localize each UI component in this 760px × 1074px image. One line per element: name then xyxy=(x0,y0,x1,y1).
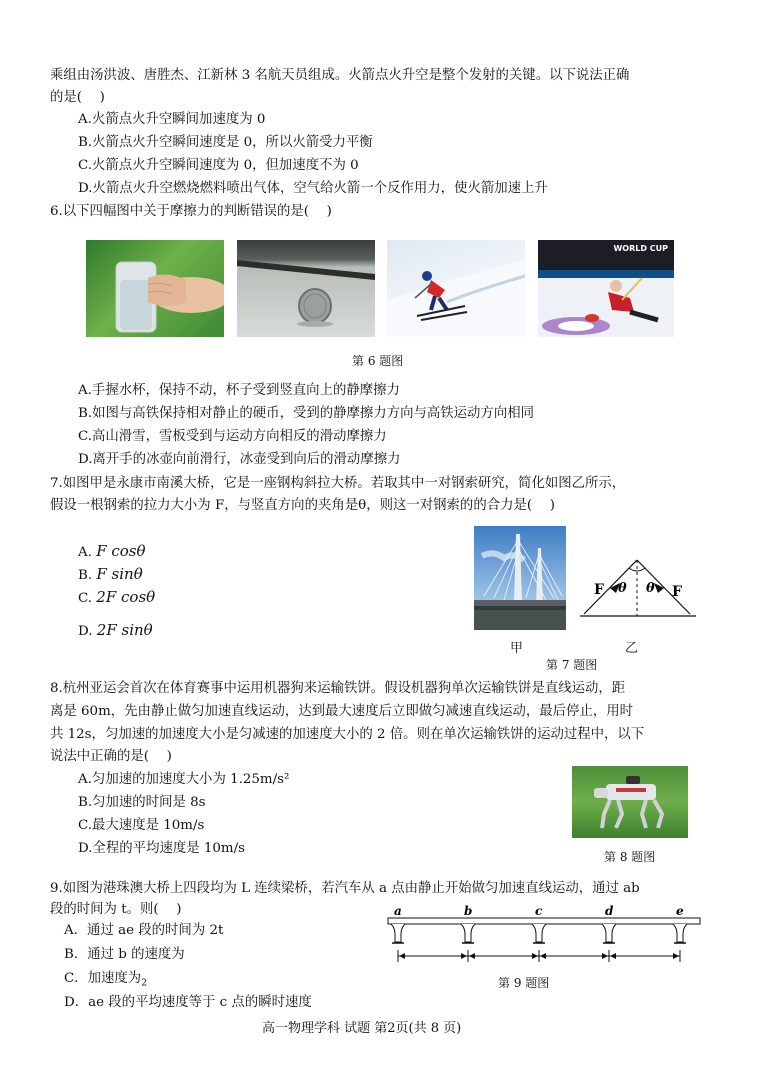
dimension-arrowhead-icon xyxy=(610,953,616,959)
q7-option-d xyxy=(78,620,153,642)
q7-option-b-label: B. xyxy=(78,568,93,583)
q6-option-b: B.如图与高铁保持相对静止的硬币，受到的静摩擦力方向与高铁运动方向相同 xyxy=(78,406,534,421)
force-label-left: F xyxy=(594,582,604,598)
dimension-arrowhead-icon xyxy=(540,953,546,959)
q7-option-c xyxy=(78,587,155,609)
point-label-d: d xyxy=(605,904,614,918)
dimension-arrowhead-icon xyxy=(673,953,679,959)
q9-option-d: D．ae 段的平均速度等于 c 点的瞬时速度 xyxy=(64,995,312,1010)
q7-option-c-expr: 2F cosθ xyxy=(96,588,156,606)
q6-option-a: A.手握水杯，保持不动，杯子受到竖直向上的静摩擦力 xyxy=(78,383,400,398)
q7-option-b xyxy=(78,564,143,586)
q9-stem-line-2: 段的时间为 t。则( ) xyxy=(50,902,182,917)
q8-figure-caption: 第 8 题图 xyxy=(604,850,656,864)
q7-stem-line-1: 7.如图甲是永康市南溪大桥，它是一座钢构斜拉大桥。若取其中一对钢索研究，简化如图乙所示， xyxy=(50,476,626,491)
bridge-pier xyxy=(602,924,616,942)
photo-nanxi-bridge xyxy=(474,526,566,630)
q7-option-b-expr: F sinθ xyxy=(96,565,143,583)
q5-option-c: C.火箭点火升空瞬间速度为 0，但加速度不为 0 xyxy=(78,158,359,173)
page-footer: 高一物理学科 试题 第2页(共 8 页) xyxy=(262,1021,462,1036)
bridge-pier xyxy=(391,924,405,942)
dimension-arrowhead-icon xyxy=(461,953,467,959)
dimension-arrowhead-icon xyxy=(399,953,405,959)
photo-hand-holding-cup xyxy=(86,240,224,337)
q7-stem-line-2: 假设一根钢索的拉力大小为 F，与竖直方向的夹角是θ，则这一对钢索的的合力是( ) xyxy=(50,498,555,513)
q7-figure-caption: 第 7 题图 xyxy=(546,658,598,672)
q9-option-c-sub: 2 xyxy=(141,978,147,989)
bridge-pier xyxy=(532,924,546,942)
point-label-e: e xyxy=(676,904,684,918)
angle-label-right: θ xyxy=(646,581,655,596)
q8-stem-line-1: 8.杭州亚运会首次在体育赛事中运用机器狗来运输铁饼。假设机器狗单次运输铁饼是直线运动，距 xyxy=(50,681,626,696)
q5-option-a: A.火箭点火升空瞬间加速度为 0 xyxy=(78,112,266,127)
q9-bridge-diagram xyxy=(384,904,706,968)
bridge-piers xyxy=(391,924,687,943)
q6-option-c: C.高山滑雪，雪板受到与运动方向相反的滑动摩擦力 xyxy=(78,429,387,444)
photo-coin-on-train xyxy=(237,240,375,337)
angle-label-left: θ xyxy=(618,581,627,596)
q9-option-a: A．通过 ae 段的时间为 2t xyxy=(64,923,224,938)
dimension-arrowhead-icon xyxy=(602,953,608,959)
bridge-deck xyxy=(388,918,700,924)
q5-stem-line-2: 的是( ) xyxy=(50,90,105,105)
q7-option-d-expr: 2F sinθ xyxy=(96,621,153,639)
q6-stem: 6.以下四幅图中关于摩擦力的判断错误的是( ) xyxy=(50,204,332,219)
q9-figure-caption: 第 9 题图 xyxy=(498,976,550,990)
q5-option-d: D.火箭点火升空燃烧燃料喷出气体，空气给火箭一个反作用力，使火箭加速上升 xyxy=(78,181,548,196)
q7-force-diagram xyxy=(574,556,700,622)
bridge-pier xyxy=(461,924,475,942)
q8-stem-line-4: 说法中正确的是( ) xyxy=(50,749,172,764)
bridge-pier xyxy=(673,924,687,942)
point-label-b: b xyxy=(464,904,473,918)
photo-robot-dog xyxy=(572,766,688,838)
q8-option-b: B.匀加速的时间是 8s xyxy=(78,795,206,810)
dimension-arrowhead-icon xyxy=(469,953,475,959)
q9-option-c-text: C．加速度为 xyxy=(64,971,142,986)
point-labels xyxy=(394,904,684,918)
q7-option-a-label: A. xyxy=(78,545,92,560)
q8-option-c: C.最大速度是 10m/s xyxy=(78,818,205,833)
q7-option-a xyxy=(78,541,146,563)
q5-stem-line-1: 乘组由汤洪波、唐胜杰、江新林 3 名航天员组成。火箭点火升空是整个发射的关键。以下说法正确 xyxy=(50,68,630,83)
q8-stem-line-2: 离是 60m，先由静止做匀加速直线运动，达到最大速度后立即做匀减速直线运动，最后停止，用时 xyxy=(50,704,634,719)
q5-option-b: B.火箭点火升空瞬间速度是 0，所以火箭受力平衡 xyxy=(78,135,373,150)
arrow-right-icon xyxy=(654,583,664,593)
q8-stem-line-3: 共 12s，匀加速的加速度大小是匀减速的加速度大小的 2 倍。则在单次运输铁饼的运动过程中，以下 xyxy=(50,727,645,742)
q9-stem-line-1: 9.如图为港珠澳大桥上四段均为 L 连续梁桥，若汽车从 a 点由静止开始做匀加速直线运动，通过 ab xyxy=(50,881,640,896)
q7-option-a-expr: F cosθ xyxy=(96,542,146,560)
q7-option-c-label: C. xyxy=(78,591,93,606)
q6-figure-caption: 第 6 题图 xyxy=(352,354,404,368)
point-label-a: a xyxy=(394,904,402,918)
q7-option-d-label: D. xyxy=(78,624,93,639)
dimension-arrowhead-icon xyxy=(532,953,538,959)
fig7-label-jia: 甲 xyxy=(510,641,524,656)
q8-option-a: A.匀加速的加速度大小为 1.25m/s² xyxy=(78,772,290,787)
photo-curling-banner: WORLD CUP xyxy=(613,244,668,253)
force-label-right: F xyxy=(672,584,682,600)
fig7-label-yi: 乙 xyxy=(625,641,639,656)
q6-option-d: D.离开手的冰壶向前滑行，冰壶受到向后的滑动摩擦力 xyxy=(78,452,401,467)
photo-curling xyxy=(538,240,674,337)
q9-option-c xyxy=(64,969,147,994)
q8-option-d: D.全程的平均速度是 10m/s xyxy=(78,841,246,856)
photo-alpine-skier xyxy=(387,240,525,337)
point-label-c: c xyxy=(535,904,543,918)
q9-option-b: B．通过 b 的速度为 xyxy=(64,947,185,962)
